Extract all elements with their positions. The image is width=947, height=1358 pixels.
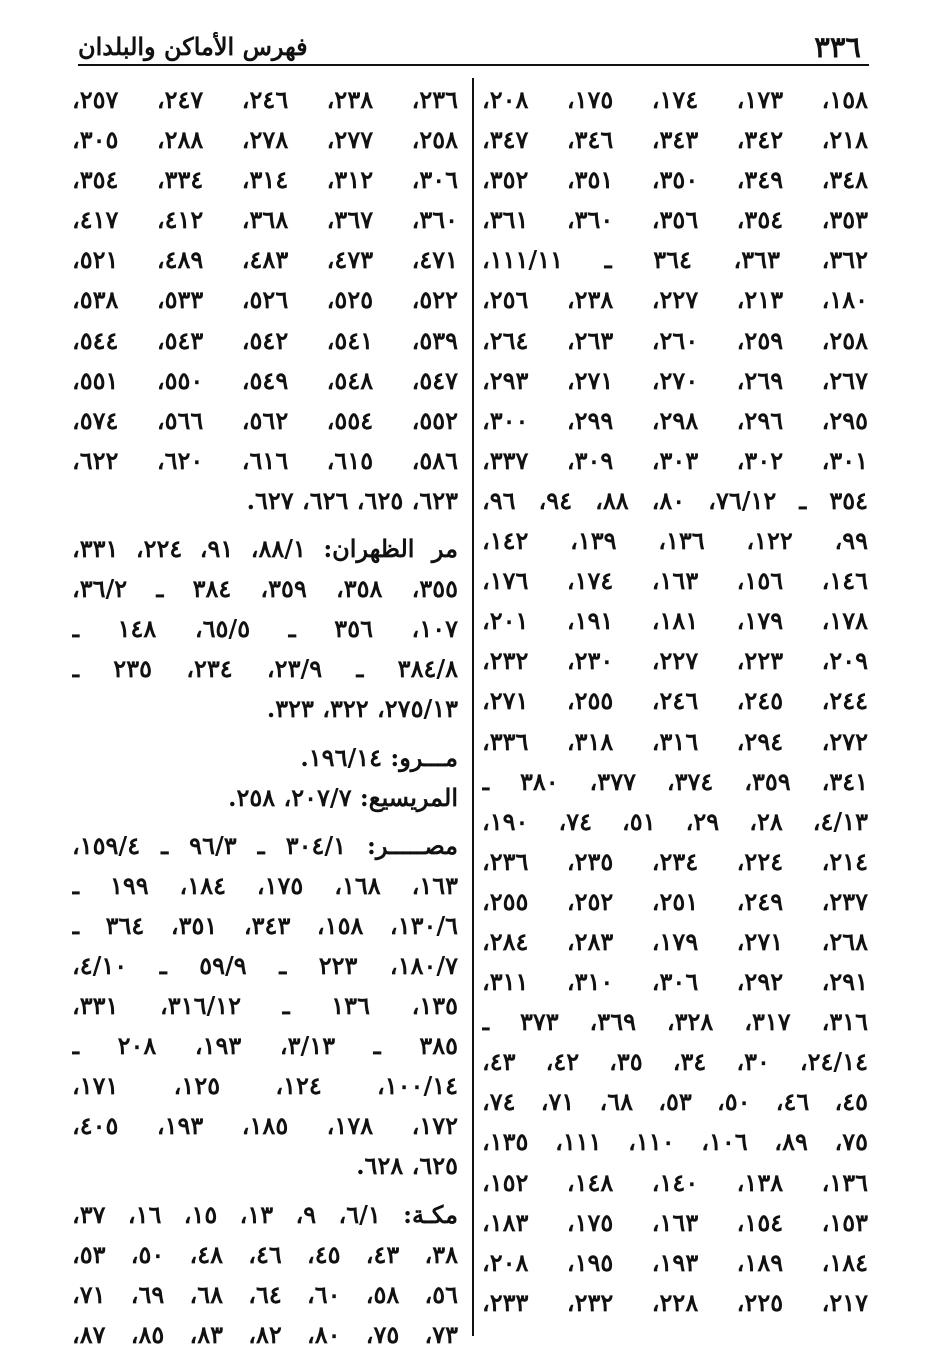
- index-line: ١٧٨، ١٧٩، ١٨١، ١٩١، ٢٠١،: [482, 606, 868, 636]
- right-column: [482, 80, 868, 1323]
- index-line: ١٨٠/٧، ٢٢٣ ـ ٥٩/٩ ـ ٤/١٠،: [72, 950, 458, 980]
- index-line: ٣٨٤/٨ ـ ٢٣/٩، ٢٣٤، ٢٣٥ ـ: [72, 654, 458, 684]
- index-line: المريسيع: ٢٠٧/٧، ٢٥٨.: [228, 782, 458, 812]
- index-line: ٥٦، ٥٨، ٦٠، ٦٤، ٦٨، ٦٩، ٧١،: [72, 1279, 458, 1309]
- index-line: ١٣٦، ١٣٨، ١٤٠، ١٤٨، ١٥٢،: [482, 1167, 868, 1197]
- index-line: ٧٥، ٨٩، ١٠٦، ١١٠، ١١١، ١٣٥،: [482, 1127, 868, 1157]
- index-line: ٤/١٣، ٢٨، ٢٩، ٥١، ٧٤، ١٩٠،: [482, 806, 868, 836]
- index-line: ٢١٧، ٢٢٥، ٢٢٨، ٢٣٢، ٢٣٣،: [482, 1287, 868, 1317]
- index-line: ٥٢٢، ٥٢٥، ٥٢٦، ٥٣٣، ٥٣٨،: [72, 285, 458, 315]
- index-line: ٣٥٤ ـ ٧٦/١٢، ٨٠، ٨٨، ٩٤، ٩٦،: [482, 485, 868, 515]
- index-line: ٢٣٦، ٢٣٨، ٢٤٦، ٢٤٧، ٢٥٧،: [72, 85, 458, 114]
- index-line: ١٥٣، ١٥٤، ١٦٣، ١٧٥، ١٨٣،: [482, 1207, 868, 1237]
- index-line: ٧٣، ٧٥، ٨٠، ٨٢، ٨٣، ٨٥، ٨٧،: [72, 1319, 458, 1349]
- index-entry-start: مكـة: ٦/١، ٩، ١٣، ١٥، ١٦، ٣٧،: [72, 1199, 458, 1229]
- index-line: ٢٧٢، ٢٩٤، ٣١٦، ٣١٨، ٣٣٦،: [482, 726, 868, 756]
- index-line: ٣٤١، ٣٥٩، ٣٧٤، ٣٧٧، ٣٨٠ ـ: [482, 766, 868, 796]
- index-line: ٣٤٨، ٣٤٩، ٣٥٠، ٣٥١، ٣٥٢،: [482, 165, 868, 195]
- index-line: ٣٠٦، ٣١٢، ٣١٤، ٣٣٤، ٣٥٤،: [72, 165, 458, 195]
- index-line: ١٠٧، ٣٥٦ ـ ٦٥/٥، ١٤٨ ـ: [72, 614, 458, 644]
- index-line: ٥٣٩، ٥٤١، ٥٤٢، ٥٤٣، ٥٤٤،: [72, 325, 458, 355]
- index-line: ٥٨٦، ٦١٥، ٦١٦، ٦٢٠، ٦٢٢،: [72, 445, 458, 475]
- index-line: ٢٥٨، ٢٧٧، ٢٧٨، ٢٨٨، ٣٠٥،: [72, 125, 458, 155]
- left-column: [72, 80, 458, 1355]
- index-line: ١٧٢، ١٧٨، ١٨٥، ١٩٣، ٤٠٥،: [72, 1111, 458, 1141]
- index-line: ١٠٠/١٤، ١٢٤، ١٢٥، ١٧١،: [72, 1071, 458, 1101]
- index-line: ٢٦٨، ٢٧١، ١٧٩، ٢٨٣، ٢٨٤،: [482, 926, 868, 956]
- running-title: فهرس الأماكن والبلدان: [78, 32, 308, 61]
- index-line: ٢٧٥/١٣، ٣٢٢، ٣٢٣.: [266, 694, 458, 724]
- index-line: ١٦٣، ١٦٨، ١٧٥، ١٨٤، ١٩٩ ـ: [72, 870, 458, 900]
- index-entry-start: مـــرو: ١٩٦/١٤.: [300, 742, 458, 772]
- index-line: ٢٥٨، ٢٥٩، ٢٦٠، ٢٦٣، ٢٦٤،: [482, 325, 868, 355]
- index-line: ٣٦٠، ٣٦٧، ٣٦٨، ٤١٢، ٤١٧،: [72, 205, 458, 235]
- index-line: ٢٤/١٤، ٣٠، ٣٤، ٣٥، ٤٢، ٤٣،: [482, 1047, 868, 1077]
- index-line: ٢٤٤، ٢٤٥، ٢٤٦، ٢٥٥، ٢٧١،: [482, 686, 868, 716]
- index-line: ١٤٦، ١٥٦، ١٦٣، ١٧٤، ١٧٦،: [482, 566, 868, 596]
- index-line: ٢٩٥، ٢٩٦، ٢٩٨، ٢٩٩، ٣٠٠،: [482, 405, 868, 435]
- index-line: ١٨٠، ٢١٣، ٢٢٧، ٢٣٨، ٢٥٦،: [482, 285, 868, 315]
- index-line: ٤٧١، ٤٧٣، ٤٨٣، ٤٨٩، ٥٢١،: [72, 245, 458, 275]
- index-line: ٣٦٢، ٣٦٣، ٣٦٤ ـ ١١١/١١،: [482, 245, 868, 275]
- index-line: ٣٨، ٤٣، ٤٥، ٤٦، ٤٨، ٥٠، ٥٣،: [72, 1239, 458, 1269]
- index-entry-start: مر الظهران: ٨٨/١، ٩١، ٢٢٤، ٣٣١،: [72, 534, 458, 564]
- index-line: ٢٩١، ٢٩٢، ٣٠٦، ٣١٠، ٣١١،: [482, 967, 868, 997]
- index-line: ٣٥٣، ٣٥٤، ٣٥٦، ٣٦٠، ٣٦١،: [482, 205, 868, 235]
- index-line: ٤٥، ٤٦، ٥٠، ٥٣، ٦٨، ٧١، ٧٤،: [482, 1087, 868, 1117]
- index-line: ٢١٨، ٣٤٢، ٣٤٣، ٣٤٦، ٣٤٧،: [482, 125, 868, 155]
- index-line: ٥٥٢، ٥٥٤، ٥٦٢، ٥٦٦، ٥٧٤،: [72, 405, 458, 435]
- index-line: ١٥٨، ١٧٣، ١٧٤، ١٧٥، ٢٠٨،: [482, 85, 868, 114]
- index-entry-start: مصـــــر: ٣٠٤/١ ـ ٩٦/٣ ـ ١٥٩/٤،: [72, 830, 458, 860]
- page-number: ٣٣٦: [814, 30, 861, 64]
- index-line: ١٣٠/٦، ١٥٨، ٣٤٣، ٣٥١، ٣٦٤ ـ: [72, 910, 458, 940]
- index-line: ٣٨٥ ـ ٣/١٣، ١٩٣، ٢٠٨ ـ: [72, 1031, 458, 1061]
- index-line: ٢٠٩، ٢٢٣، ٢٢٧، ٢٣٠، ٢٣٢،: [482, 646, 868, 676]
- index-line: ٦٢٣، ٦٢٥، ٦٢٦، ٦٢٧.: [246, 485, 458, 515]
- index-line: ٣٠١، ٣٠٢، ٣٠٣، ٣٠٩، ٣٣٧،: [482, 445, 868, 475]
- index-line: ٢٣٧، ٢٤٩، ٢٥١، ٢٥٢، ٢٥٥،: [482, 886, 868, 916]
- column-divider: [472, 78, 474, 1336]
- index-line: ٣١٦، ٣١٧، ٣٢٨، ٣٦٩، ٣٧٣ ـ: [482, 1007, 868, 1037]
- page-header: [78, 28, 869, 66]
- index-line: ٦٢٥، ٦٢٨.: [356, 1151, 458, 1181]
- index-line: ٥٤٧، ٥٤٨، ٥٤٩، ٥٥٠، ٥٥١،: [72, 365, 458, 395]
- index-line: ٩٩، ١٢٢، ١٣٦، ١٣٩، ١٤٢،: [482, 526, 868, 556]
- index-line: ٣٥٥، ٣٥٨، ٣٥٩، ٣٨٤ ـ ٣٦/٢،: [72, 574, 458, 604]
- index-line: ١٨٤، ١٨٩، ١٩٣، ١٩٥، ٢٠٨،: [482, 1247, 868, 1277]
- index-line: ٢٦٧، ٢٦٩، ٢٧٠، ٢٧١، ٢٩٣،: [482, 365, 868, 395]
- index-line: ١٣٥، ١٣٦ ـ ٣١٦/١٢، ٣٣١،: [72, 991, 458, 1021]
- index-line: ٢١٤، ٢٢٤، ٢٣٤، ٢٣٥، ٢٣٦،: [482, 846, 868, 876]
